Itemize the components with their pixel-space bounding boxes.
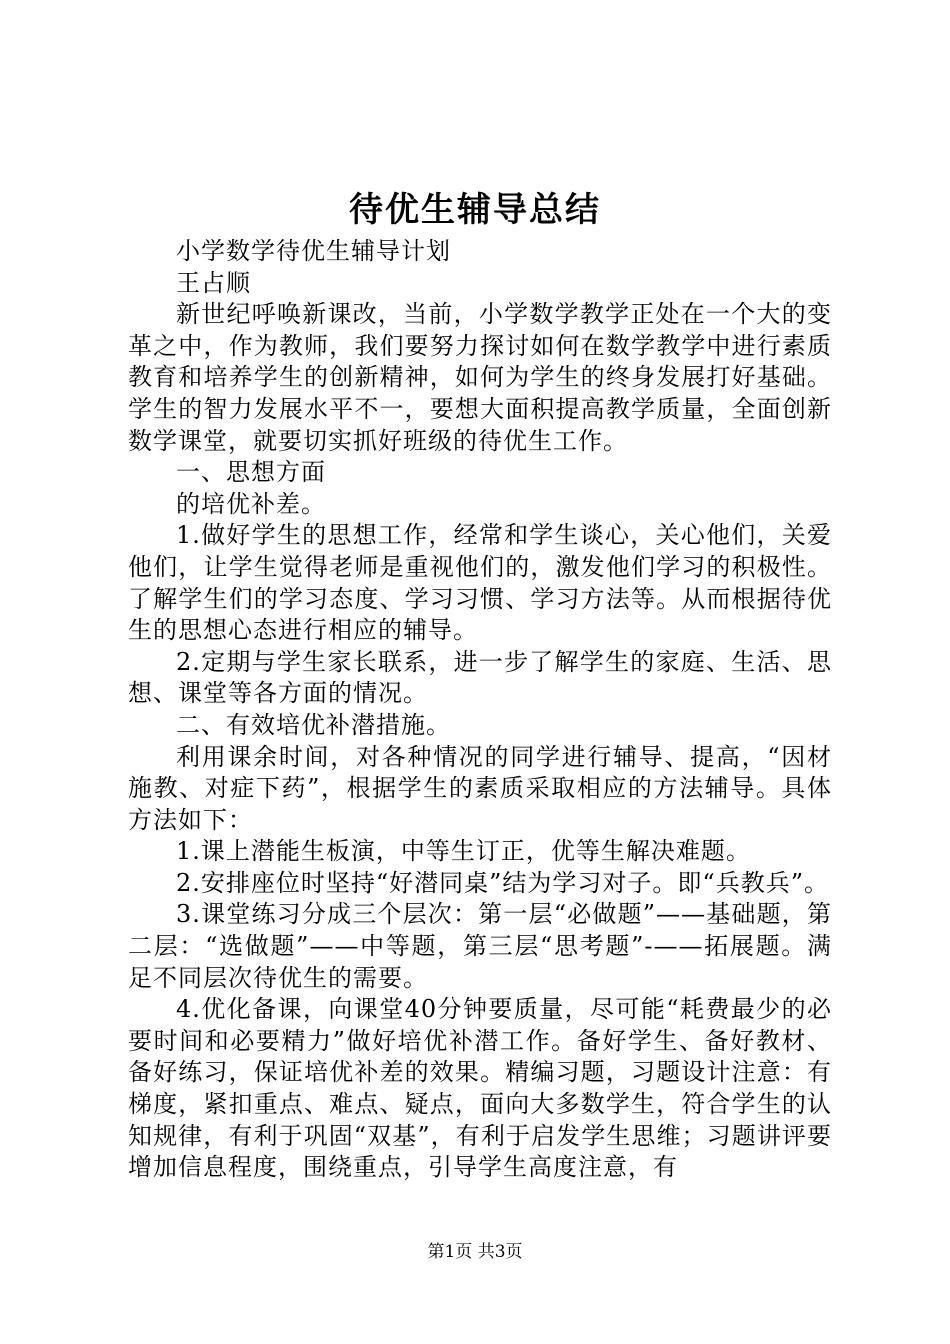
page-footer: 第1页 共3页 (427, 1242, 523, 1262)
paragraph: 1.课上潜能生板演，中等生订正，优等生解决难题。 (176, 837, 751, 866)
paragraph: 4.优化备课，向课堂40分钟要质量，尽可能“耗费最少的必要时间和必要精力”做好培优补潜工作。备好学生、备好教材、备好练习，保证培优补差的效果。精编习题，习题设计注意：有梯度，紧扣重点、难点、疑点，面向大多数学生，符合学生的认知规律，有利于巩固“双基”，有利于启发学生思维；习题讲评要增加信息程度，围绕重点，引导学生高度注意，有 (128, 995, 832, 1182)
paragraph: 2.安排座位时坚持“好潜同桌”结为学习对子。即“兵教兵”。 (176, 868, 829, 897)
paragraph: 利用课余时间，对各种情况的同学进行辅导、提高，“因材施教、对症下药”，根据学生的素质采取相应的方法辅导。具体方法如下： (128, 742, 832, 834)
document-body (128, 236, 832, 1184)
paragraph: 2.定期与学生家长联系，进一步了解学生的家庭、生活、思想、课堂等各方面的情况。 (128, 647, 832, 708)
paragraph: 二、有效培优补潜措施。 (176, 710, 451, 739)
document-title: 待优生辅导总结 (349, 190, 601, 230)
paragraph: 一、思想方面 (176, 458, 326, 487)
paragraph: 的培优补差。 (176, 489, 326, 518)
paragraph: 王占顺 (176, 268, 251, 297)
paragraph: 新世纪呼唤新课改，当前，小学数学教学正处在一个大的变革之中，作为教师，我们要努力探讨如何在数学教学中进行素质教育和培养学生的创新精神，如何为学生的终身发展打好基础。学生的智力发展水平不一，要想大面积提高教学质量，全面创新数学课堂，就要切实抓好班级的待优生工作。 (128, 300, 832, 455)
paragraph: 1.做好学生的思想工作，经常和学生谈心，关心他们，关爱他们，让学生觉得老师是重视他们的，激发他们学习的积极性。了解学生们的学习态度、学习习惯、学习方法等。从而根据待优生的思想心态进行相应的辅导。 (128, 521, 832, 645)
paragraph: 小学数学待优生辅导计划 (176, 237, 451, 265)
paragraph: 3.课堂练习分成三个层次：第一层“必做题”——基础题，第二层：“选做题”——中等题，第三层“思考题”-——拓展题。满足不同层次待优生的需要。 (128, 900, 832, 992)
